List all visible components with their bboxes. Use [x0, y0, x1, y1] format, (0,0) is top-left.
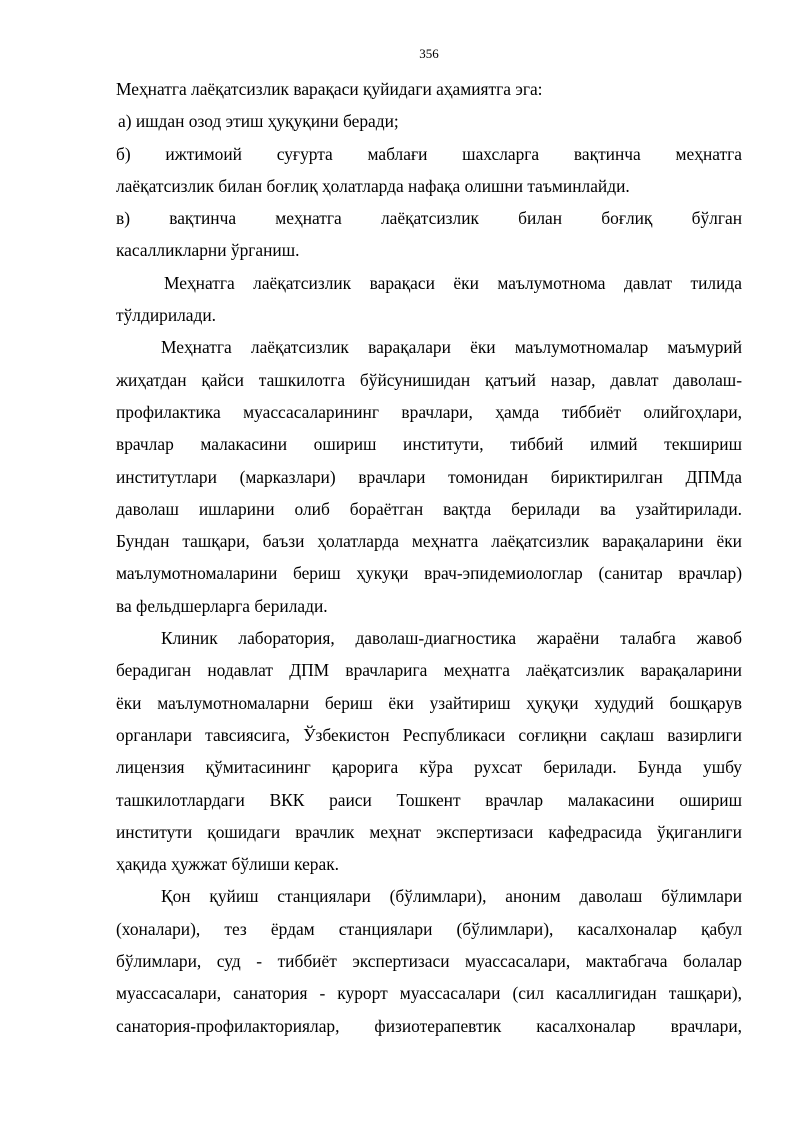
text-line: тўлдирилади.	[116, 305, 217, 326]
text-line: врачлар малакасини ошириш институти, тиббий илмий текшириш	[116, 434, 742, 455]
paragraph-start: Меҳнатга лаёқатсизлик варақалари ёки маълумотномалар маъмурий	[161, 337, 742, 358]
text-line: ташкилотлардаги ВКК раиси Тошкент врачлар малакасини ошириш	[116, 789, 742, 810]
text-line: (хоналари), тез ёрдам станциялари (бўлимлари), касалхоналар қабул	[116, 918, 742, 939]
text-line: лаёқатсизлик билан боғлиқ ҳолатларда нафақа олишни таъминлайди.	[116, 175, 630, 196]
text-line: берадиган нодавлат ДПМ врачларига меҳнатга лаёқатсизлик варақаларини	[116, 660, 742, 681]
text-line: даволаш ишларини олиб бораётган вақтда берилади ва узайтирилади.	[116, 498, 742, 519]
text-line: ва фельдшерларга берилади.	[116, 595, 328, 616]
list-item-c: в) вақтинча меҳнатга лаёқатсизлик билан боғлиқ бўлган	[116, 208, 742, 229]
paragraph-start: Меҳнатга лаёқатсизлик варақаси ёки маълумотнома давлат тилида	[164, 272, 742, 293]
text-line: Меҳнатга лаёқатсизлик варақаси қуйидаги аҳамиятга эга:	[116, 79, 543, 99]
text-line: институти қошидаги врачлик меҳнат экспертизаси кафедрасида ўқиганлиги	[116, 821, 742, 842]
paragraph-start: Клиник лаборатория, даволаш-диагностика жараёни талабга жавоб	[161, 628, 742, 649]
text-line: ёки маълумотномаларни бериш ёки узайтириш ҳуқуқи худудий бошқарув	[116, 692, 742, 713]
text-line: жиҳатдан қайси ташкилотга бўйсунишидан қатъий назар, давлат даволаш-	[116, 369, 742, 390]
text-line: лицензия қўмитасининг қарорига кўра рухсат берилади. Бунда ушбу	[116, 757, 742, 778]
text-line: муассасалари, санатория - курорт муассасалари (сил касаллигидан ташқари),	[116, 983, 742, 1004]
text-line: органлари тавсиясига, Ўзбекистон Республикаси соғлиқни сақлаш вазирлиги	[116, 724, 742, 745]
text-line: Бундан ташқари, баъзи ҳолатларда меҳнатга лаёқатсизлик варақаларини ёки	[116, 531, 742, 552]
list-item-a: а) ишдан озод этиш ҳуқуқини беради;	[118, 111, 399, 132]
text-line: касалликларни ўрганиш.	[116, 240, 300, 261]
list-item-b: б) ижтимоий суғурта маблағи шахсларга вақтинча меҳнатга	[116, 143, 742, 164]
text-line: ҳақида ҳужжат бўлиши керак.	[116, 854, 340, 875]
document-body	[116, 73, 742, 1042]
text-line: профилактика муассасаларининг врачлари, ҳамда тиббиёт олийгоҳлари,	[116, 401, 742, 422]
text-line: маълумотномаларини бериш ҳукуқи врач-эпидемиологлар (санитар врачлар)	[116, 563, 742, 584]
page-number: 356	[419, 46, 439, 61]
text-line: институтлари (марказлари) врачлари томонидан бириктирилган ДПМда	[116, 466, 742, 487]
text-line: бўлимлари, суд - тиббиёт экспертизаси муассасалари, мактабгача болалар	[116, 951, 742, 972]
paragraph-start: Қон қуйиш станциялари (бўлимлари), аноним даволаш бўлимлари	[161, 886, 742, 907]
text-line: санатория-профилакториялар, физиотерапевтик касалхоналар врачлари,	[116, 1015, 742, 1036]
